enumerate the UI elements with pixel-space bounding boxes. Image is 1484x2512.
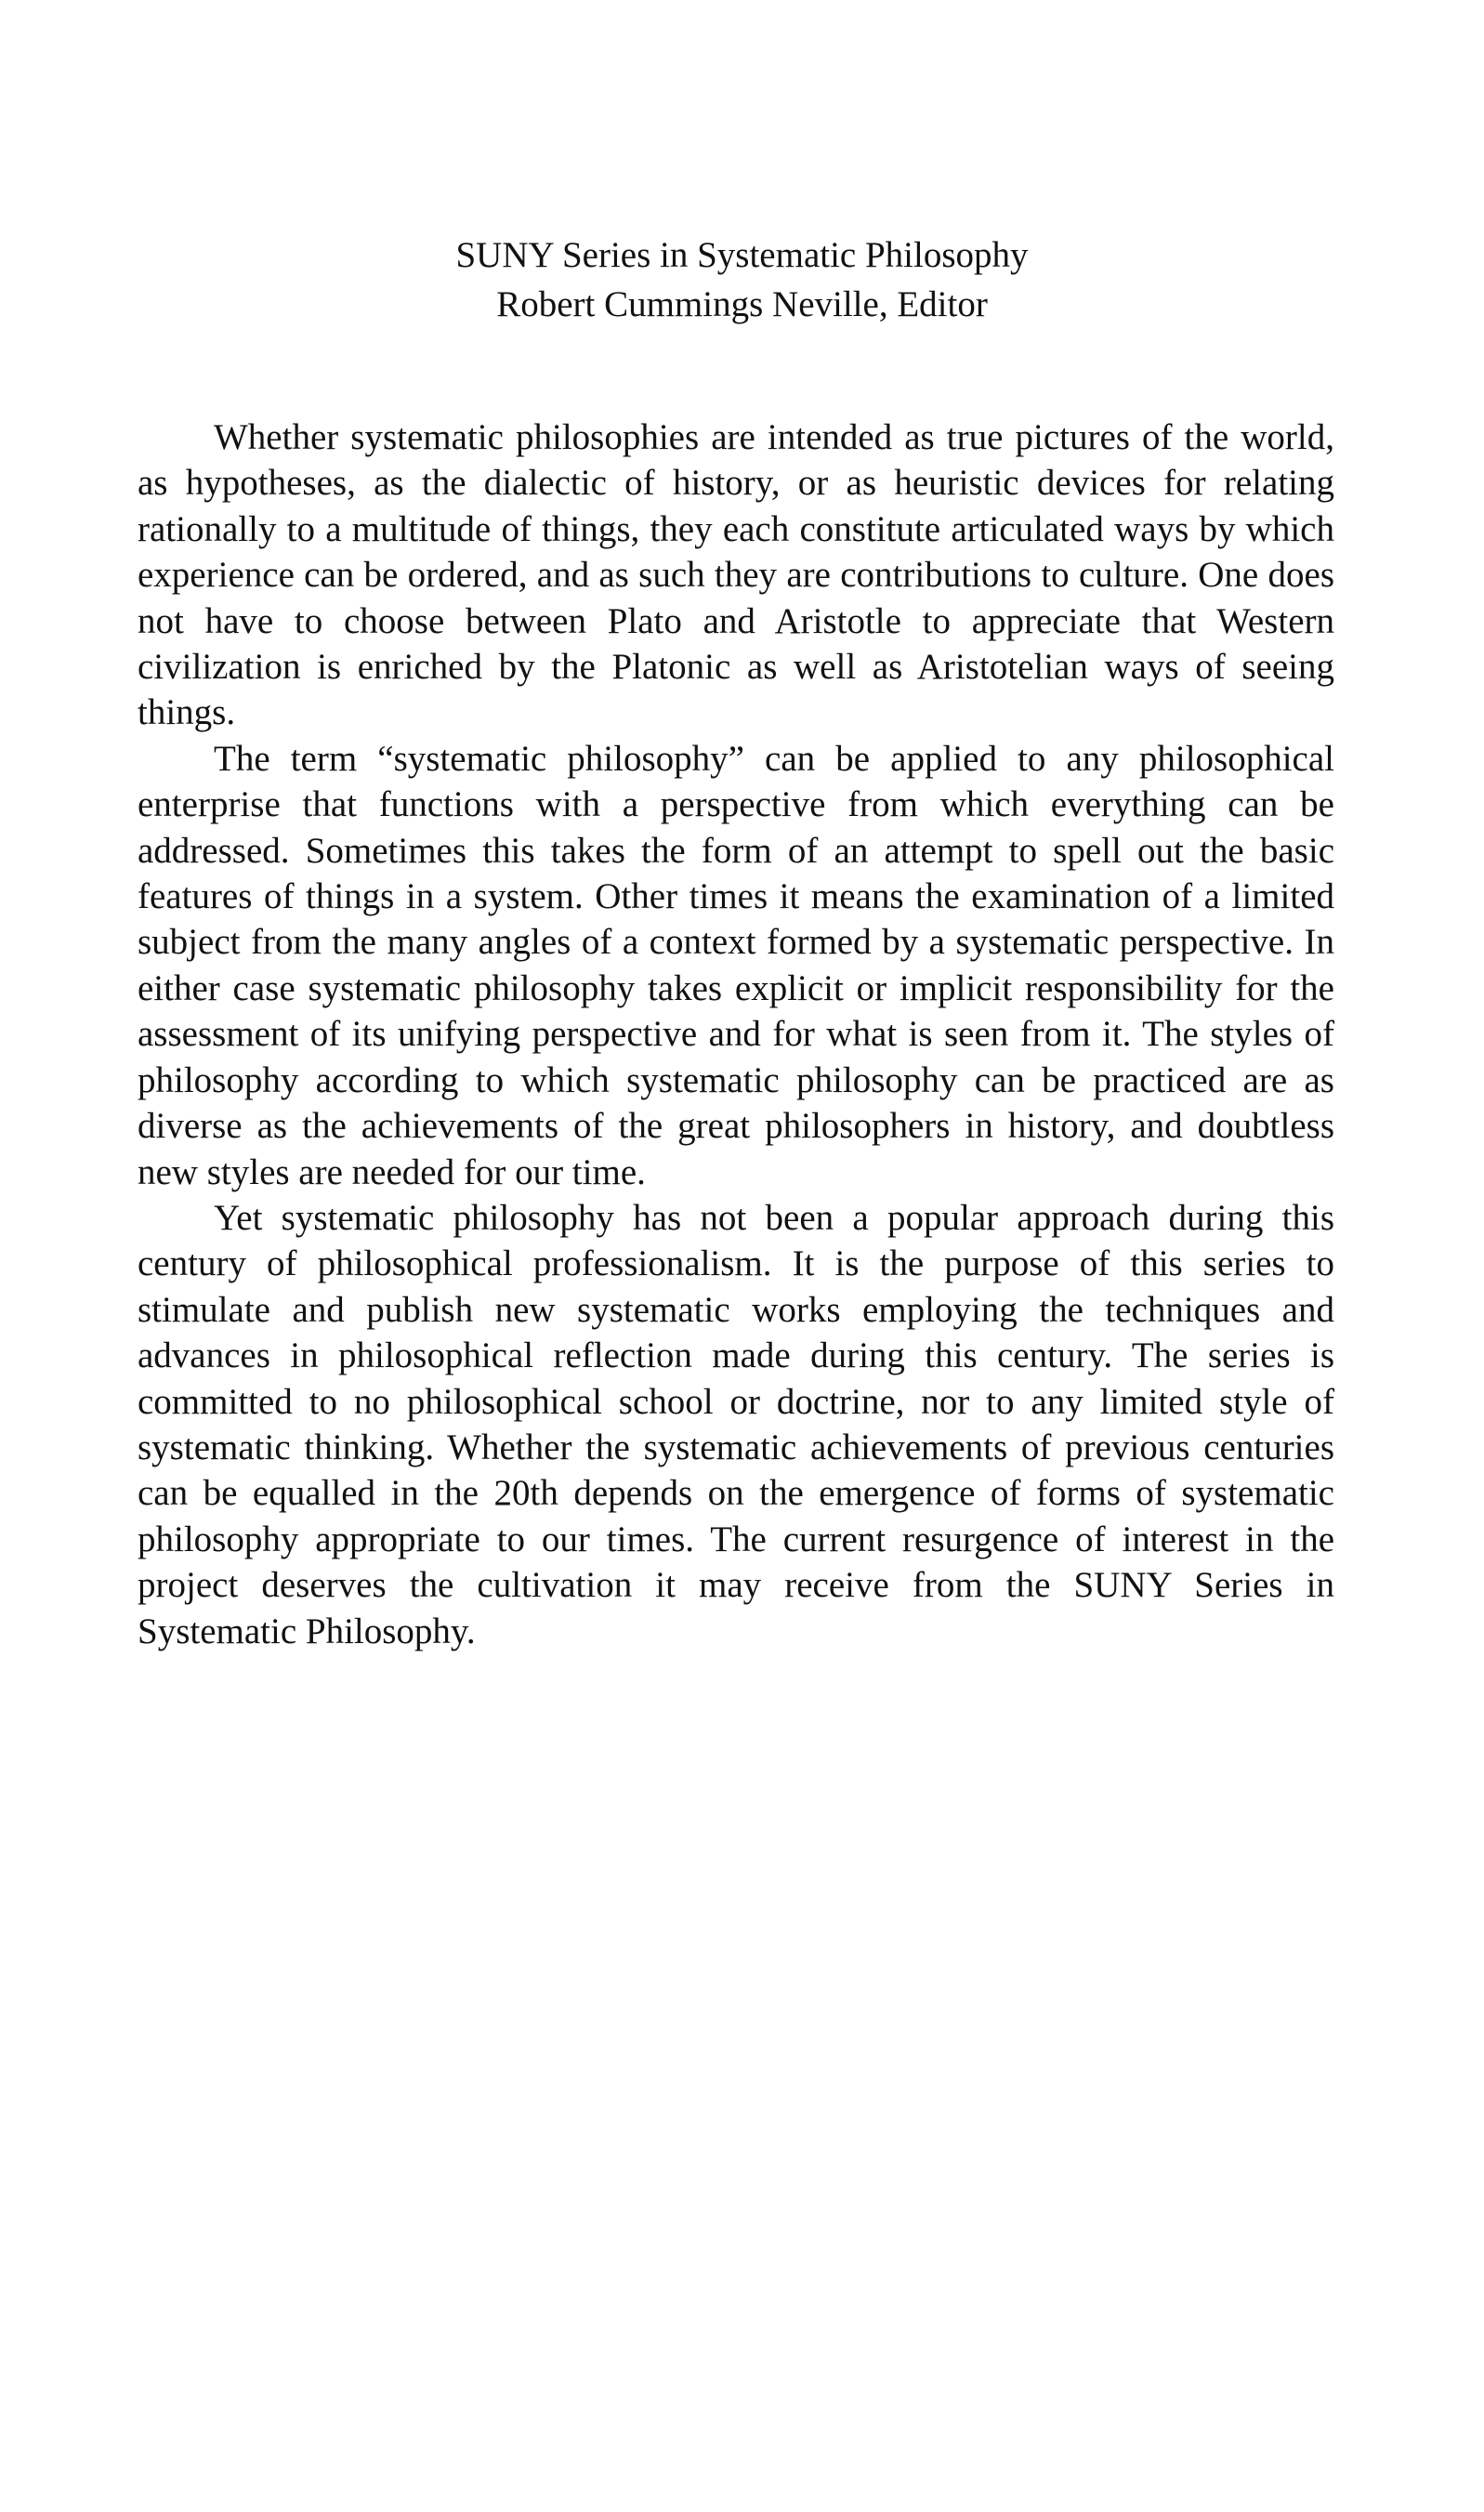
series-description xyxy=(138,414,1334,1654)
series-header xyxy=(0,230,1484,329)
series-title: SUNY Series in Systematic Philosophy xyxy=(455,235,1029,275)
paragraph-3: Yet systematic philosophy has not been a popular approach during this century of philosophical professionalism. It is the purpose of this series to stimulate and publish new systematic works employing the techniques and advances in philosophical reflection made during this century. The series is committed to no philosophical school or doctrine, nor to any limited style of systematic thinking. Whether the systematic achievements of previous centuries can be equalled in the 20th depends on the emergence of forms of systematic philosophy appropriate to our times. The current resurgence of interest in the project deserves the cultivation it may receive from the SUNY Series in Systematic Philosophy. xyxy=(138,1197,1334,1651)
paragraph-1: Whether systematic philosophies are intended as true pictures of the world, as hypotheses, as the dialectic of history, or as heuristic devices for relating rationally to a multitude of things, they each constitute articulated ways by which experience can be ordered, and as such they are contributions to culture. One does not have to choose between Plato and Aristotle to appreciate that Western civilization is enriched by the Platonic as well as Aristotelian ways of seeing things. xyxy=(138,417,1334,733)
editor-line: Robert Cummings Neville, Editor xyxy=(496,284,988,324)
paragraph-2: The term “systematic philosophy” can be applied to any philosophical enterprise that functions with a perspective from which everything can be addressed. Sometimes this takes the form of an attempt to spell out the basic features of things in a system. Other times it means the examination of a limited subject from the many angles of a context formed by a systematic perspective. In either case systematic philosophy takes explicit or implicit responsibility for the assessment of its unifying perspective and for what is seen from it. The styles of philosophy according to which systematic philosophy can be practiced are as diverse as the achievements of the great philosophers in history, and doubtless new styles are needed for our time. xyxy=(138,738,1334,1192)
